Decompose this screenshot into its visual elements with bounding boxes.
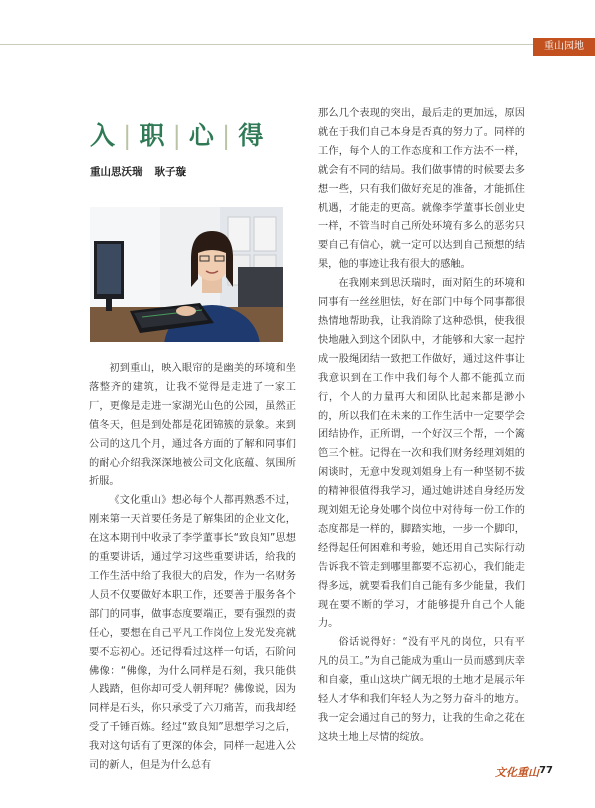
title-separator: | [123,121,134,150]
title-char: 得 [238,121,266,150]
article-title [90,116,265,152]
title-separator: | [221,121,233,150]
page-number: 77 [539,765,553,776]
title-char: 入 [90,121,118,150]
byline-author: 耿子璇 [154,166,186,178]
byline [90,164,198,179]
author-portrait-photo [90,207,283,342]
paragraph: 俗话说得好：“没有平凡的岗位，只有平凡的员工。”为自己能成为重山一员而感到庆幸和自豪，重山这块广阔无垠的土地才是展示年轻人才华和我们年轻人为之努力奋斗的地方。我一定会通过自己的努力，让我的生命之花在这块土地上尽情的绽放。 [318,637,525,743]
magazine-logo: 文化重山 [495,766,539,779]
title-char: 心 [188,121,216,150]
header-rule [0,44,595,45]
title-char: 职 [139,121,167,150]
section-tag: 重山园地 [533,38,595,56]
portrait-illustration [90,207,283,342]
right-column [318,105,525,748]
paragraph: 那么几个表现的突出，最后走的更加远，原因就在于我们自己本身是否真的努力了。同样的工作，每个人的工作态度和工作方法不一样，就会有不同的结局。我们做事情的时候要去多想一些，只有我们做好充足的准备，才能抓住机遇，才能走的更高。就像李学董事长创业史一样，不管当时自己所处环境有多么的恶劣只要自己有信心，就一定可以达到自己预想的结果，他的事迹让我有很大的感触。 [318,108,525,271]
title-separator: | [172,121,183,150]
paragraph: 《文化重山》想必每个人都再熟悉不过，刚来第一天首要任务是了解集团的企业文化，在这本期刊中收录了李学董事长“致良知”思想的重要讲话，通过学习这些重要讲话，给我的工作生活中给了我很大的启发，作为一名财务人员不仅要做好本职工作，还要善于服务各个部门的同事，做事态度要端正，要有强烈的责任心，要想在自己平凡工作岗位上发光发亮就要不忘初心。还记得看过这样一句话，石阶问佛像：“佛像，为什么同样是石刻，我只能供人践踏，但你却可受人朝拜呢？佛像说，因为同样是石头，你只承受了六刀痛苦，而我却经受了千锤百炼。经过“致良知”思想学习之后，我对这句话有了更深的体会，同样一起进入公司的新人，但是为什么总有 [89,495,296,772]
byline-company: 重山思沃瑞 [90,166,143,178]
paragraph: 初到重山，映入眼帘的是幽美的环境和坐落整齐的建筑，让我不觉得是走进了一家工厂，更像是走进一家湖光山色的公园，虽然正值冬天，但是到处都是花团锦簇的景象。来到公司的这几个月，通过各方面的了解和同事们的耐心介绍我深深地被公司文化底蕴、氛围所折服。 [89,363,296,488]
left-column [89,360,296,776]
paragraph: 在我刚来到思沃瑞时，面对陌生的环境和同事有一丝丝胆怯，好在部门中每个同事都很热情地帮助我，让我消除了这种恐惧，使我很快地融入到这个团队中，才能够和大家一起拧成一股绳团结一致把工作做好，通过这件事让我意识到在工作中我们每个人都不能孤立而行，个人的力量再大和团队比起来都是渺小的，所以我们在未来的工作生活中一定要学会团结协作，正所谓，一个好汉三个帮，一个篱笆三个桩。记得在一次和我们财务经理刘姐的闲谈时，无意中发现刘姐身上有一种坚韧不拔的精神很值得我学习，通过她讲述自身经历发现刘姐无论身处哪个岗位中对待每一份工作的态度都是一样的，脚踏实地，一步一个脚印，经得起任何困难和考验，她还用自己实际行动告诉我不管走到哪里都要不忘初心，我们能走得多远，就要看我们自己能有多少能量，我们现在要不断的学习，才能够提升自己个人能力。 [318,278,525,630]
